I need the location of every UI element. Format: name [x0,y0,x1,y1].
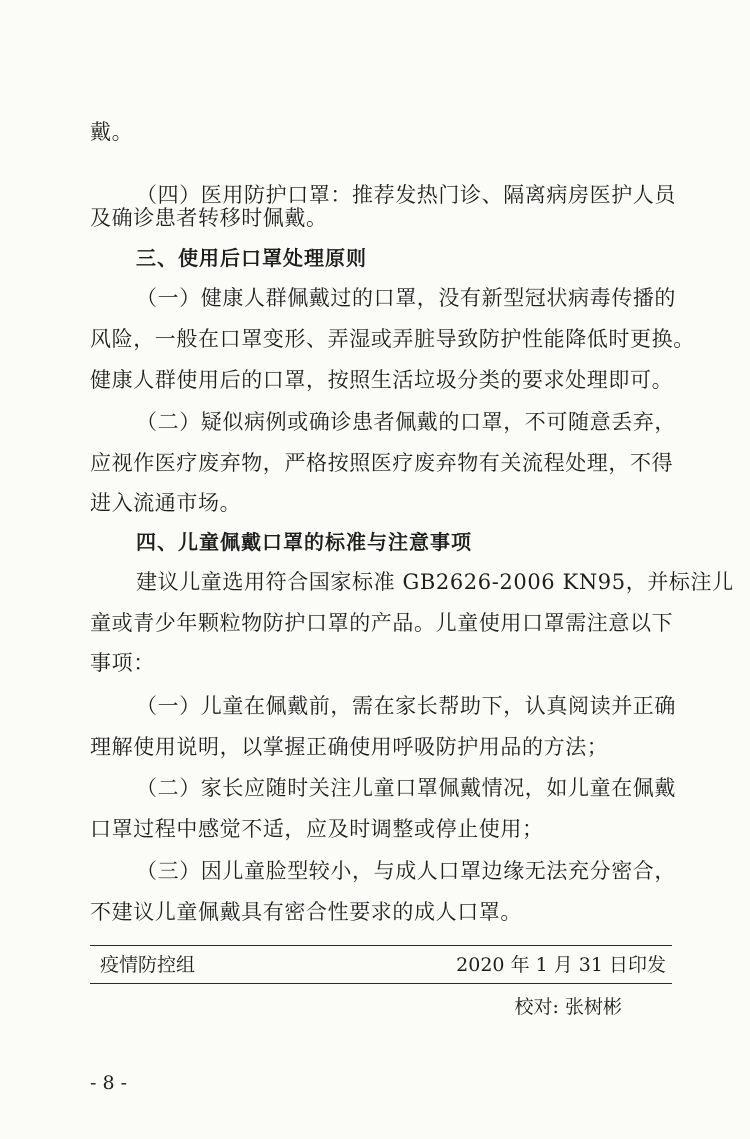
paragraph-line: 健康人群使用后的口罩，按照生活垃圾分类的要求处理即可。 [90,368,674,392]
paragraph-line: （二）疑似病例或确诊患者佩戴的口罩，不可随意丢弃， [136,410,676,434]
footer-issue-date: 2020 年 1 月 31 日印发 [456,954,666,976]
paragraph-line: 口罩过程中感觉不适，应及时调整或停止使用； [90,817,544,841]
footer-proofreader: 校对: 张树彬 [514,996,622,1018]
footer-top-rule [90,945,672,946]
paragraph-line: 进入流通市场。 [90,491,242,515]
section-heading: 三、使用后口罩处理原则 [136,246,367,270]
section-heading: 四、儿童佩戴口罩的标准与注意事项 [136,530,472,554]
paragraph-line: 应视作医疗废弃物，严格按照医疗废弃物有关流程处理，不得 [90,451,674,475]
paragraph-line: （三）因儿童脸型较小，与成人口罩边缘无法充分密合， [136,859,676,883]
paragraph-line: 及确诊患者转移时佩戴。 [90,206,328,230]
paragraph-line: （一）儿童在佩戴前，需在家长帮助下，认真阅读并正确 [136,694,676,718]
paragraph-line: 不建议儿童佩戴具有密合性要求的成人口罩。 [90,900,522,924]
footer-bottom-rule [90,983,672,984]
page-number: - 8 - [90,1072,128,1094]
paragraph-line: （四）医用防护口罩：推荐发热门诊、隔离病房医护人员 [136,183,676,207]
paragraph-line: （一）健康人群佩戴过的口罩，没有新型冠状病毒传播的 [136,286,676,310]
footer-issuer: 疫情防控组 [100,954,196,976]
paragraph-line: 理解使用说明，以掌握正确使用呼吸防护用品的方法； [90,735,609,759]
paragraph-line: 建议儿童选用符合国家标准 GB2626-2006 KN95，并标注儿 [136,570,734,594]
paragraph-line: 风险，一般在口罩变形、弄湿或弄脏导致防护性能降低时更换。 [90,327,695,351]
paragraph-line: （二）家长应随时关注儿童口罩佩戴情况，如儿童在佩戴 [136,776,676,800]
paragraph-line: 童或青少年颗粒物防护口罩的产品。儿童使用口罩需注意以下 [90,611,674,635]
paragraph-line: 事项： [90,651,155,675]
paragraph-line: 戴。 [90,120,134,144]
